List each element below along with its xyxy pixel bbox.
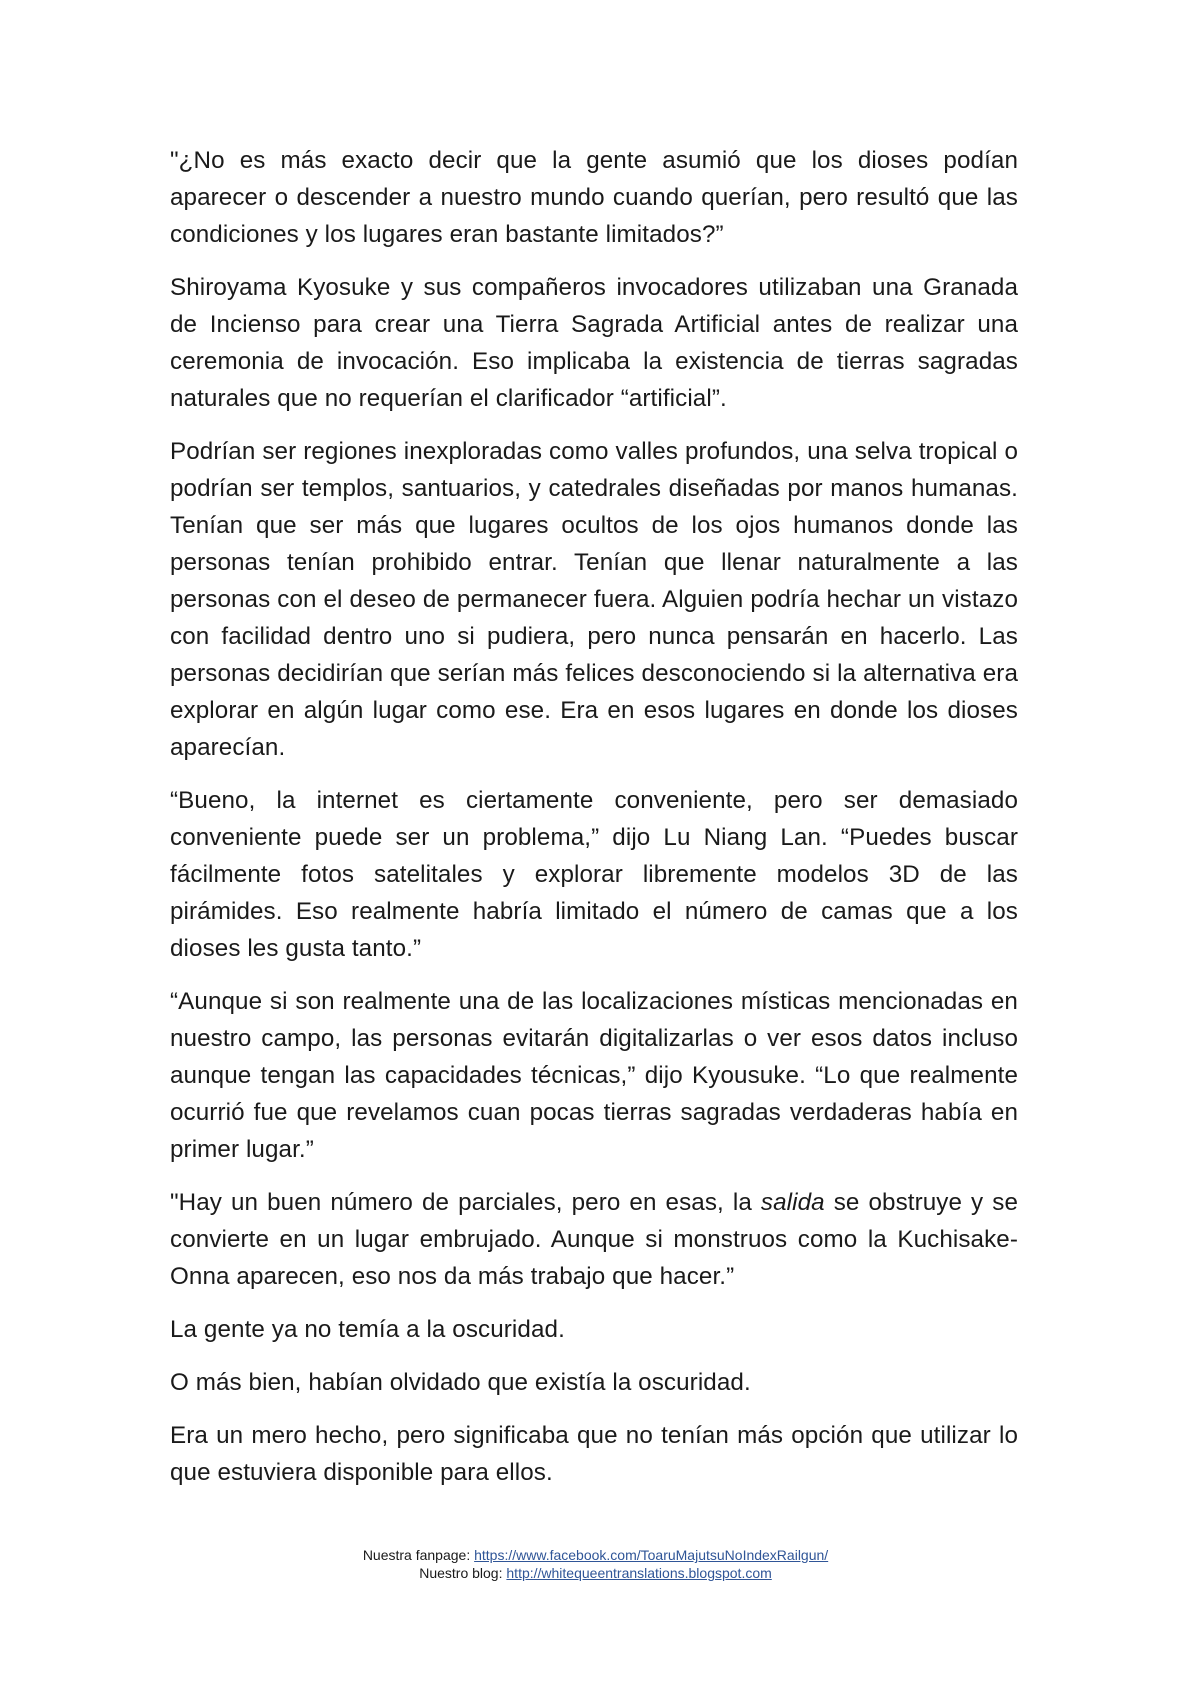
footer-fanpage-line	[0, 1546, 1191, 1564]
paragraph-6-text-before: "Hay un buen número de parciales, pero en esas, la	[170, 1189, 761, 1216]
paragraph-7: La gente ya no temía a la oscuridad.	[170, 1316, 565, 1343]
paragraph-6-text-after: se obstruye y se convierte en un lugar embrujado. Aunque si monstruos como la Kuchisake-Onna aparecen, eso nos da más trabajo que hacer.”	[170, 1189, 1018, 1290]
paragraph-1: "¿No es más exacto decir que la gente asumió que los dioses podían aparecer o descender a nuestro mundo cuando querían, pero resultó que las condiciones y los lugares eran bastante limitados?”	[170, 147, 1018, 248]
paragraph-5: “Aunque si son realmente una de las localizaciones místicas mencionadas en nuestro campo, las personas evitarán digitalizarlas o ver esos datos incluso aunque tengan las capacidades técnicas,” dijo Kyousuke. “Lo que realmente ocurrió fue que revelamos cuan pocas tierras sagradas verdaderas había en primer lugar.”	[170, 988, 1018, 1163]
footer-blog-label: Nuestro blog:	[419, 1565, 507, 1581]
body-text	[170, 142, 1018, 1491]
paragraph-6	[170, 1184, 1018, 1295]
paragraph-6-italic-word: salida	[760, 1189, 825, 1216]
paragraph-9: Era un mero hecho, pero significaba que no tenían más opción que utilizar lo que estuviera disponible para ellos.	[170, 1422, 1018, 1486]
footer-blog-line	[0, 1564, 1191, 1582]
footer-blog-link[interactable]: http://whitequeentranslations.blogspot.com	[506, 1565, 772, 1581]
paragraph-8: O más bien, habían olvidado que existía la oscuridad.	[170, 1369, 751, 1396]
paragraph-3: Podrían ser regiones inexploradas como valles profundos, una selva tropical o podrían ser templos, santuarios, y catedrales diseñadas por manos humanas. Tenían que ser más que lugares ocultos de los ojos humanos donde las personas tenían prohibido entrar. Tenían que llenar naturalmente a las personas con el deseo de permanecer fuera. Alguien podría hechar un vistazo con facilidad dentro uno si pudiera, pero nunca pensarán en hacerlo. Las personas decidirían que serían más felices desconociendo si la alternativa era explorar en algún lugar como ese. Era en esos lugares en donde los dioses aparecían.	[170, 438, 1018, 761]
footer-fanpage-link[interactable]: https://www.facebook.com/ToaruMajutsuNoIndexRailgun/	[474, 1547, 829, 1563]
paragraph-4: “Bueno, la internet es ciertamente conveniente, pero ser demasiado conveniente puede ser un problema,” dijo Lu Niang Lan. “Puedes buscar fácilmente fotos satelitales y explorar libremente modelos 3D de las pirámides. Eso realmente habría limitado el número de camas que a los dioses les gusta tanto.”	[170, 787, 1018, 962]
paragraph-2: Shiroyama Kyosuke y sus compañeros invocadores utilizaban una Granada de Incienso para crear una Tierra Sagrada Artificial antes de realizar una ceremonia de invocación. Eso implicaba la existencia de tierras sagradas naturales que no requerían el clarificador “artificial”.	[170, 274, 1018, 412]
page-footer	[0, 1546, 1191, 1582]
footer-fanpage-label: Nuestra fanpage:	[362, 1547, 475, 1563]
